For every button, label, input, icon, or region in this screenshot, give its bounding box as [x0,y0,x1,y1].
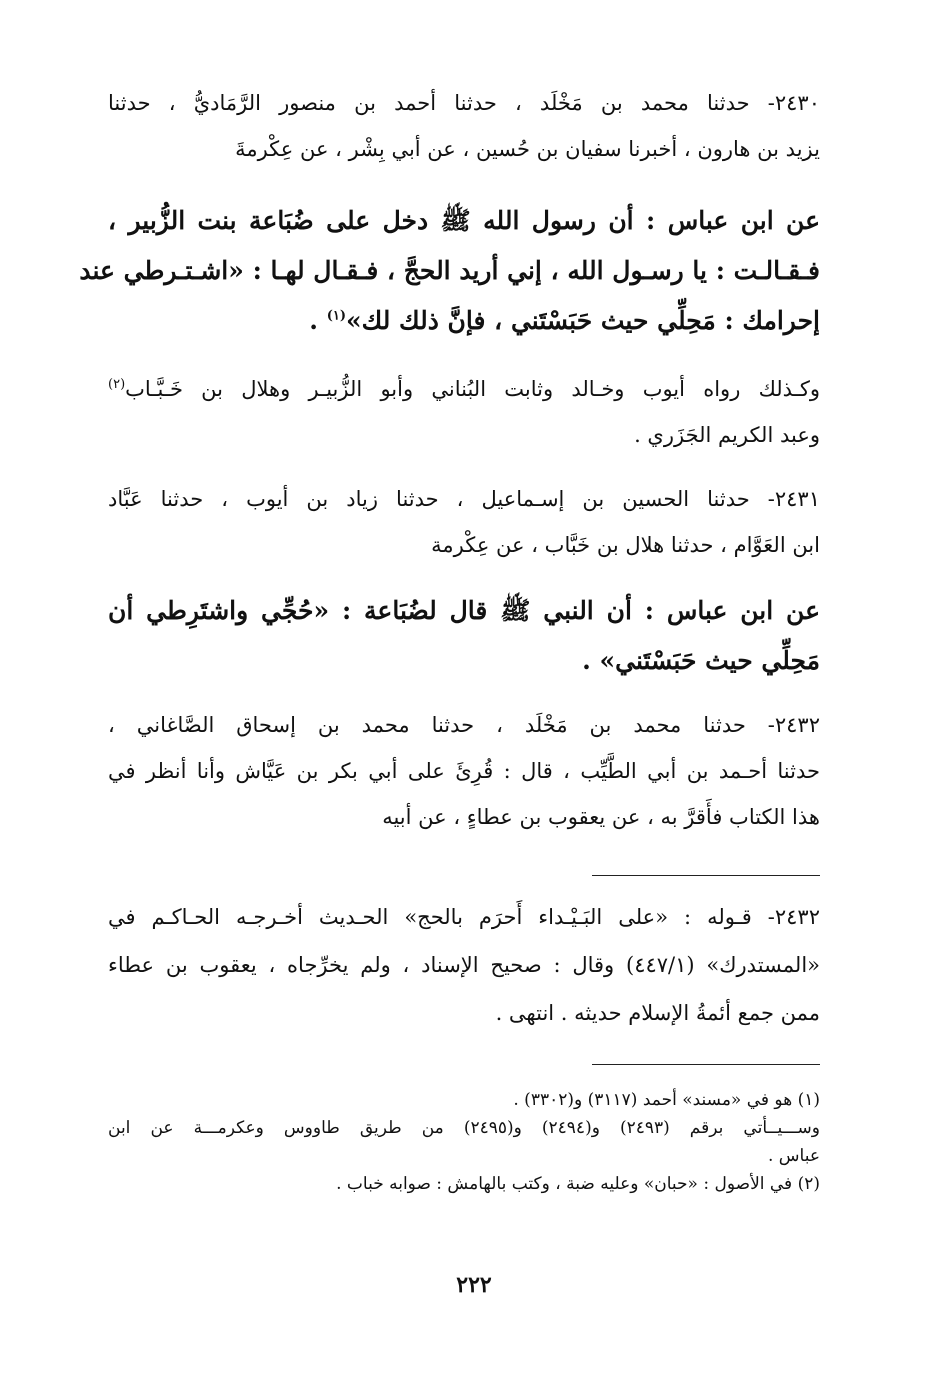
text-line: «المستدرك» (٤٤٧/١) وقال : صحيح الإسناد ، ولم يخرِّجاه ، يعقوب بن عطاء [108,953,820,977]
text-line: يزيد بن هارون ، أخبرنا سفيان بن حُسين ، عن أبي بِشْر ، عن عِكْرمةَ [235,137,820,161]
text-line: حدثنا أحـمد بن أبي الطَّيِّب ، قال : قُرِئَ على أبي بكر بن عَيَّاش وأنا أنظر في [108,759,820,783]
text-line: ٢٤٣٢- قـوله : «على البَـيْـداء أَحرَم بالحج» الحـديث أخـرجـه الحـاكـم في [108,905,820,929]
text-line: عن ابن عباس : أن النبي ﷺ قال لضُبَاعة : «حُجِّي واشتَرِطي أن [108,596,820,625]
text-line: ٢٤٣١- حدثنا الحسين بن إسـماعيل ، حدثنا زياد بن أيوب ، حدثنا عَبَّاد [108,487,820,511]
text-line [108,296,820,346]
footnote-line: وســـيــأتي برقم (٢٤٩٣) و(٢٤٩٤) و(٢٤٩٥) من طريق طاووس وعكرمـــة عن ابن [108,1118,820,1138]
hadith-2430-isnad [108,80,820,172]
footnotes-divider [592,1064,820,1065]
hadith-2430-matn [79,196,820,346]
page-number: ٢٢٢ [456,1272,492,1298]
hadith-2432-isnad [108,702,820,840]
hadith-2431-isnad [108,476,820,568]
footnote-marker: (١) [326,308,346,324]
text-line: ٢٤٣٠- حدثنا محمد بن مَخْلَد ، حدثنا أحمد بن منصور الرَّمَاديُّ ، حدثنا [108,91,820,115]
footnote-marker: (٢) [108,377,126,392]
text-segment: . [309,306,327,335]
footnote-line: (٢) في الأصول : «حبان» وعليه ضبة ، وكتب بالهامش : صوابه خباب . [336,1174,820,1194]
text-line: مَحِلِّي حيث حَبَسْتَني» . [582,646,820,675]
text-line: هذا الكتاب فأَقرَّ به ، عن يعقوب بن عطاءٍ ، عن أبيه [382,805,820,829]
text-line: ٢٤٣٢- حدثنا محمد بن مَخْلَد ، حدثنا محمد بن إسحاق الصَّاغاني ، [108,713,820,737]
footnote-line: (١) هو في «مسند» أحمد (٣١١٧) و(٣٣٠٢) . [513,1090,820,1110]
text-line: ابن العَوَّام ، حدثنا هلال بن خَبَّاب ، عن عِكْرمة [431,533,820,557]
text-line: ممن جمع أئمةُ الإسلام حديثه . انتهى . [495,1001,820,1025]
text-line: عن ابن عباس : أن رسول الله ﷺ دخل على ضُبَاعة بنت الزُّبير ، [108,206,820,235]
hadith-2430-note [108,366,820,458]
text-line [108,366,820,412]
hadith-2431-matn [108,586,820,686]
text-segment: إحرامك : مَحِلِّي حيث حَبَسْتَني ، فإنَّ ذلك لك» [346,306,820,335]
footnote-line: عباس . [767,1146,820,1166]
text-line: وعبد الكريم الجَزَري . [634,423,820,447]
text-segment: وكـذلك رواه أيوب وخـالد وثابت البُناني وأبو الزُّبيـر وهلال بن خَـبَّـاب [125,377,820,401]
text-line: فـقـالـت : يا رسـول الله ، إني أريد الحجَّ ، فـقـال لهـا : «اشـتـرطي عند [79,256,820,285]
commentary [108,893,820,1037]
commentary-divider [592,875,820,876]
footnotes [108,1086,820,1198]
